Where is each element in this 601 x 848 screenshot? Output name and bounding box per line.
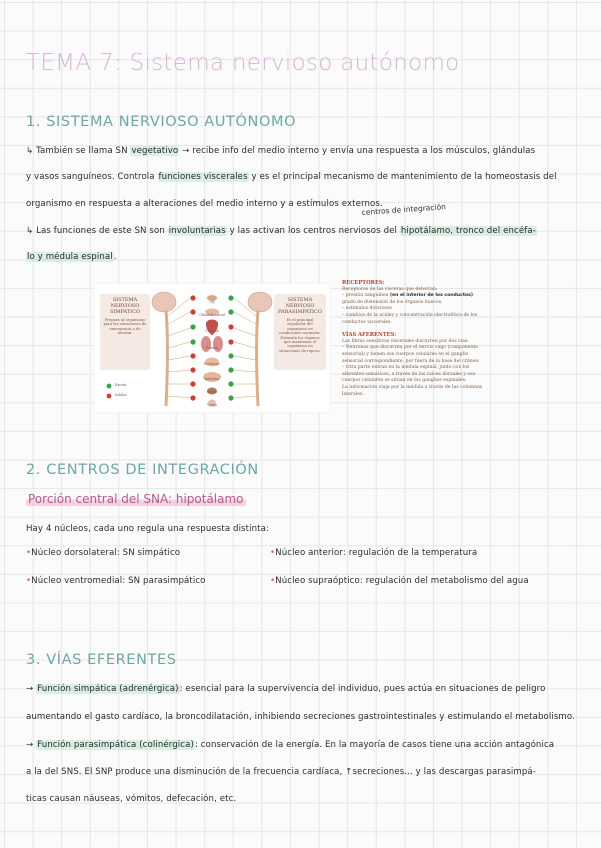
receptors-line: grado de distensión de los órganos huecos. xyxy=(342,299,443,305)
left-brain-icon xyxy=(152,292,176,312)
margin-note: centros de integración xyxy=(361,202,447,217)
right-brain-icon xyxy=(248,292,272,312)
afferent-heading: VÍAS AFERENTES: xyxy=(342,332,397,339)
receptors-line: conductos viscerales. xyxy=(342,319,392,325)
legend-excita-label: Excita xyxy=(115,383,127,387)
left-spinal-cord xyxy=(166,310,168,406)
organ-label: Pulmón xyxy=(205,346,219,350)
section-2-heading: 2. CENTROS DE INTEGRACIÓN xyxy=(26,462,259,478)
organ-label: Estómago xyxy=(203,362,221,366)
nucleus-item: •Núcleo anterior: regulación de la temperatura xyxy=(270,548,478,558)
nucleus-item: •Núcleo supraóptico: regulación del metabolismo del agua xyxy=(270,576,529,586)
receptors-text-block xyxy=(342,280,532,398)
afferent-line: aferentes somáticos, a través de las raíces dorsales y sus xyxy=(342,371,476,377)
s3-line-1: → Función simpática (adrenérgica): esencial para la supervivencia del individuo, pues actúa en situaciones de peligro xyxy=(26,684,546,694)
section-3-heading: 3. VÍAS EFERENTES xyxy=(26,652,177,668)
page-title: TEMA 7: Sistema nervioso autónomo xyxy=(26,50,460,76)
afferent-line: La información viaja por la médula a través de las columnas xyxy=(342,384,483,390)
legend-excita-dot xyxy=(107,384,112,389)
legend-inhibe-dot xyxy=(107,394,112,399)
section-2-subheading: Porción central del SNA: hipotálamo xyxy=(28,492,244,506)
organ-label: Vejiga xyxy=(207,403,217,407)
afferent-line: laterales. xyxy=(342,391,364,397)
nucleus-item: •Núcleo dorsolateral: SN simpático xyxy=(26,548,181,558)
receptors-heading: RECEPTORES: xyxy=(342,280,385,286)
organ-label: Glándula salival xyxy=(199,313,225,317)
legend-inhibe-label: Inhibe xyxy=(115,393,127,397)
sympathetic-text: Prepara al organismo para las situaciones de emergencia o de tensión. xyxy=(103,318,147,336)
afferent-line: cuerpos celulares se sitúan en los ganglios espinales. xyxy=(342,378,467,384)
section-1-heading: 1. SISTEMA NERVIOSO AUTÓNOMO xyxy=(26,114,297,130)
handwritten-note: (en el interior de los conductos) xyxy=(389,293,474,299)
afferent-line: sensorial correspondiente, por fuera de la base del cráneo. xyxy=(342,358,480,364)
organ-label: Intestino xyxy=(204,377,220,381)
receptors-line: – presión sanguínea (en el interior de los conductos) xyxy=(342,293,474,299)
nucleus-item: •Núcleo ventromedial: SN parasimpático xyxy=(26,576,206,586)
ans-diagram xyxy=(94,284,330,412)
sympathetic-markers xyxy=(190,295,195,400)
s3-line-2: aumentando el gasto cardíaco, la broncodilatación, inhibiendo secreciones gastrointestinales y estimulando el metabolismo. xyxy=(26,712,575,722)
s3-line-5: ticas causan náuseas, vómitos, defecación, etc. xyxy=(26,794,237,804)
receptors-line: Receptores de las vísceras que detectan: xyxy=(342,286,438,292)
organ-label: Riñón xyxy=(207,390,217,394)
afferent-line: – Otra parte entran en la médula espinal, junto con los xyxy=(342,365,470,371)
s1-line-3: organismo en respuesta a alteraciones del medio interno y a estímulos externos. xyxy=(26,199,383,209)
parasympathetic-markers xyxy=(228,295,233,400)
s3-line-3: → Función parasimpática (colinérgica): conservación de la energía. En la mayoría de casos tiene una acción antagónica xyxy=(26,740,555,750)
right-spinal-cord xyxy=(257,310,259,406)
afferent-line: sensorial) y tienen sus cuerpos celulares en el ganglio xyxy=(342,351,469,357)
organ-label: Corazón xyxy=(205,329,219,333)
receptors-line: – estímulos dolorosos xyxy=(342,306,392,312)
parasympathetic-text: Es el principal regulador del organismo en condiciones normales. Estimula los órganos que mantienen el organismo en situaciones de reposo. xyxy=(279,318,321,353)
afferent-line: – Neuronas que discurren por el nervio vago (componente xyxy=(342,345,478,351)
sympathetic-title: SISTEMA NERVIOSO SIMPÁTICO xyxy=(110,297,140,315)
receptors-line: – cambios de la acidez y concentración electrolítica de los xyxy=(342,312,478,318)
s1-line-4: ↳ Las funciones de este SN son involuntarias y las activan los centros nerviosos del hipotálamo, tronco del encéfa- xyxy=(26,226,536,236)
s1-line-2: y vasos sanguíneos. Controla funciones viscerales y es el principal mecanismo de mantenimiento de la homeostasis del xyxy=(26,172,557,182)
s3-line-4: a la del SNS. El SNP produce una disminución de la frecuencia cardíaca, ↑secreciones... y las descargas parasimpá- xyxy=(26,767,536,777)
afferent-line: Las fibras sensitivas viscerales discurren por dos vías: xyxy=(342,338,469,344)
s1-line-1: ↳ También se llama SN vegetativo → recibe info del medio interno y envía una respuesta a los músculos, glándulas xyxy=(26,146,536,156)
organ-label: Ojo xyxy=(209,300,215,304)
parasympathetic-title: SISTEMA NERVIOSO PARASIMPÁTICO xyxy=(278,297,322,315)
s2-intro: Hay 4 núcleos, cada uno regula una respuesta distinta: xyxy=(26,524,269,534)
s1-line-5: lo y médula espinal. xyxy=(27,252,117,262)
heart-icon xyxy=(206,320,218,337)
